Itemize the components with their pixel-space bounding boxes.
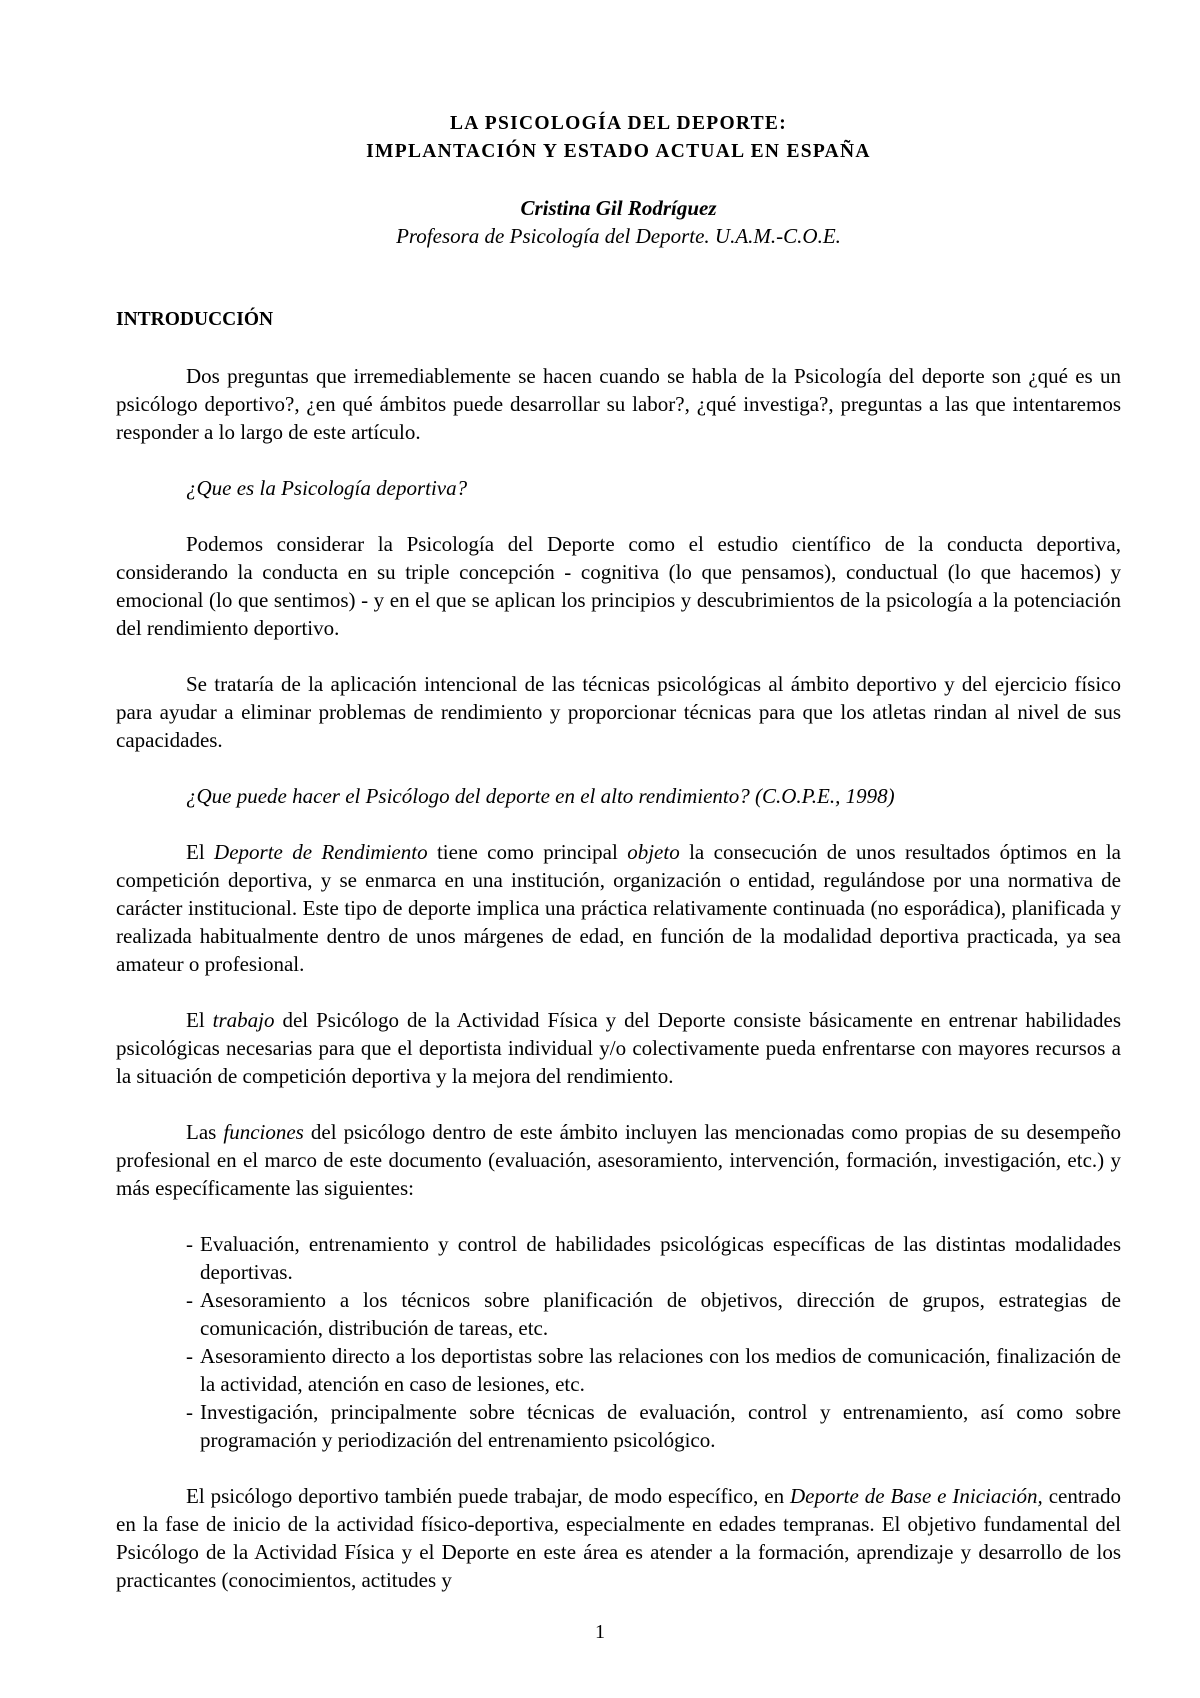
section-heading: INTRODUCCIÓN [116, 309, 274, 330]
emphasis: trabajo [212, 1008, 275, 1032]
paragraph-definition: Podemos considerar la Psicología del Deporte como el estudio científico de la conducta deportiva, considerando la conducta en su triple concepción - cognitiva (lo que pensamos), conductual (lo que hacemos) y emocional (lo que sentimos) - y en el que se aplican los principios y descubrimientos de la psicología a la potenciación del rendimiento deportivo. [116, 532, 1121, 640]
list-item-text: Investigación, principalmente sobre técnicas de evaluación, control y entrenamiento, así como sobre programación y periodización del entrenamiento psicológico. [200, 1400, 1121, 1452]
text-run: Las [186, 1120, 224, 1144]
text-run: El [186, 1008, 213, 1032]
paragraph-application: Se trataría de la aplicación intencional de las técnicas psicológicas al ámbito deportivo y del ejercicio físico para ayudar a eliminar problemas de rendimiento y proporcionar técnicas para que los atletas rindan al nivel de sus capacidades. [116, 672, 1121, 752]
list-dash: - [186, 1400, 193, 1424]
text-run: El psicólogo deportivo también puede trabajar, de modo específico, en [186, 1484, 791, 1508]
page-number: 1 [595, 1621, 605, 1643]
list-item-text: Evaluación, entrenamiento y control de habilidades psicológicas específicas de las distintas modalidades deportivas. [200, 1232, 1121, 1284]
list-item [186, 1286, 1121, 1342]
paragraph-funciones [116, 1118, 1121, 1202]
list-item [186, 1398, 1121, 1454]
title-line-2: IMPLANTACIÓN Y ESTADO ACTUAL EN ESPAÑA [366, 141, 871, 162]
author-affiliation: Profesora de Psicología del Deporte. U.A.M.-C.O.E. [396, 224, 841, 248]
title-line-1: LA PSICOLOGÍA DEL DEPORTE: [449, 113, 788, 134]
text-run: centrado en la fase de inicio de la actividad físico-deportiva, especialmente en edades tempranas. El objetivo fundamental del Psicólogo de la Actividad Física y el Deporte en este área es atender a la formación, aprendizaje y desarrollo de los practicantes (conocimientos, actitudes y [116, 1484, 1121, 1592]
author-name: Cristina Gil Rodríguez [520, 196, 717, 220]
list-item-text: Asesoramiento directo a los deportistas sobre las relaciones con los medios de comunicación, finalización de la actividad, atención en caso de lesiones, etc. [200, 1344, 1121, 1396]
paragraph-base-iniciacion [116, 1482, 1121, 1594]
text-run: El [186, 840, 215, 864]
paragraph-trabajo [116, 1006, 1121, 1090]
paragraph-rendimiento [116, 838, 1121, 978]
list-dash: - [186, 1288, 193, 1312]
text-run: del Psicólogo de la Actividad Física y del Deporte consiste básicamente en entrenar habilidades psicológicas necesarias para que el deportista individual y/o colectivamente pueda enfrentarse con mayores recursos a la situación de competición deportiva y la mejora del rendimiento. [116, 1008, 1121, 1088]
document-title [116, 110, 1121, 166]
text-run: tiene como principal [427, 840, 628, 864]
question-heading-1: ¿Que es la Psicología deportiva? [186, 476, 468, 500]
paragraph-intro: Dos preguntas que irremediablemente se hacen cuando se habla de la Psicología del deporte son ¿qué es un psicólogo deportivo?, ¿en qué ámbitos puede desarrollar su labor?, ¿qué investiga?, preguntas a las que intentaremos responder a lo largo de este artículo. [116, 364, 1121, 444]
list-item [186, 1342, 1121, 1398]
emphasis: funciones [223, 1120, 304, 1144]
list-item [186, 1230, 1121, 1286]
emphasis: Deporte de Base e Iniciación, [790, 1484, 1043, 1508]
text-run: la consecución de unos resultados óptimos en la competición deportiva, y se enmarca en una institución, organización o entidad, regulándose por una normativa de carácter institucional. Este tipo de deporte implica una práctica relativamente continuada (no esporádica), planificada y realizada habitualmente dentro de unos márgenes de edad, en función de la modalidad deportiva practicada, ya sea amateur o profesional. [116, 840, 1121, 976]
text-run: del psicólogo dentro de este ámbito incluyen las mencionadas como propias de su desempeño profesional en el marco de este documento (evaluación, asesoramiento, intervención, formación, investigación, etc.) y más específicamente las siguientes: [116, 1120, 1121, 1200]
functions-list [116, 1230, 1121, 1454]
list-dash: - [186, 1344, 193, 1368]
document-body [116, 110, 1121, 1594]
emphasis: Deporte de Rendimiento [214, 840, 428, 864]
emphasis: objeto [627, 840, 680, 864]
list-dash: - [186, 1232, 193, 1256]
list-item-text: Asesoramiento a los técnicos sobre planificación de objetivos, dirección de grupos, estrategias de comunicación, distribución de tareas, etc. [200, 1288, 1121, 1340]
question-heading-2: ¿Que puede hacer el Psicólogo del deporte en el alto rendimiento? (C.O.P.E., 1998) [186, 784, 895, 808]
